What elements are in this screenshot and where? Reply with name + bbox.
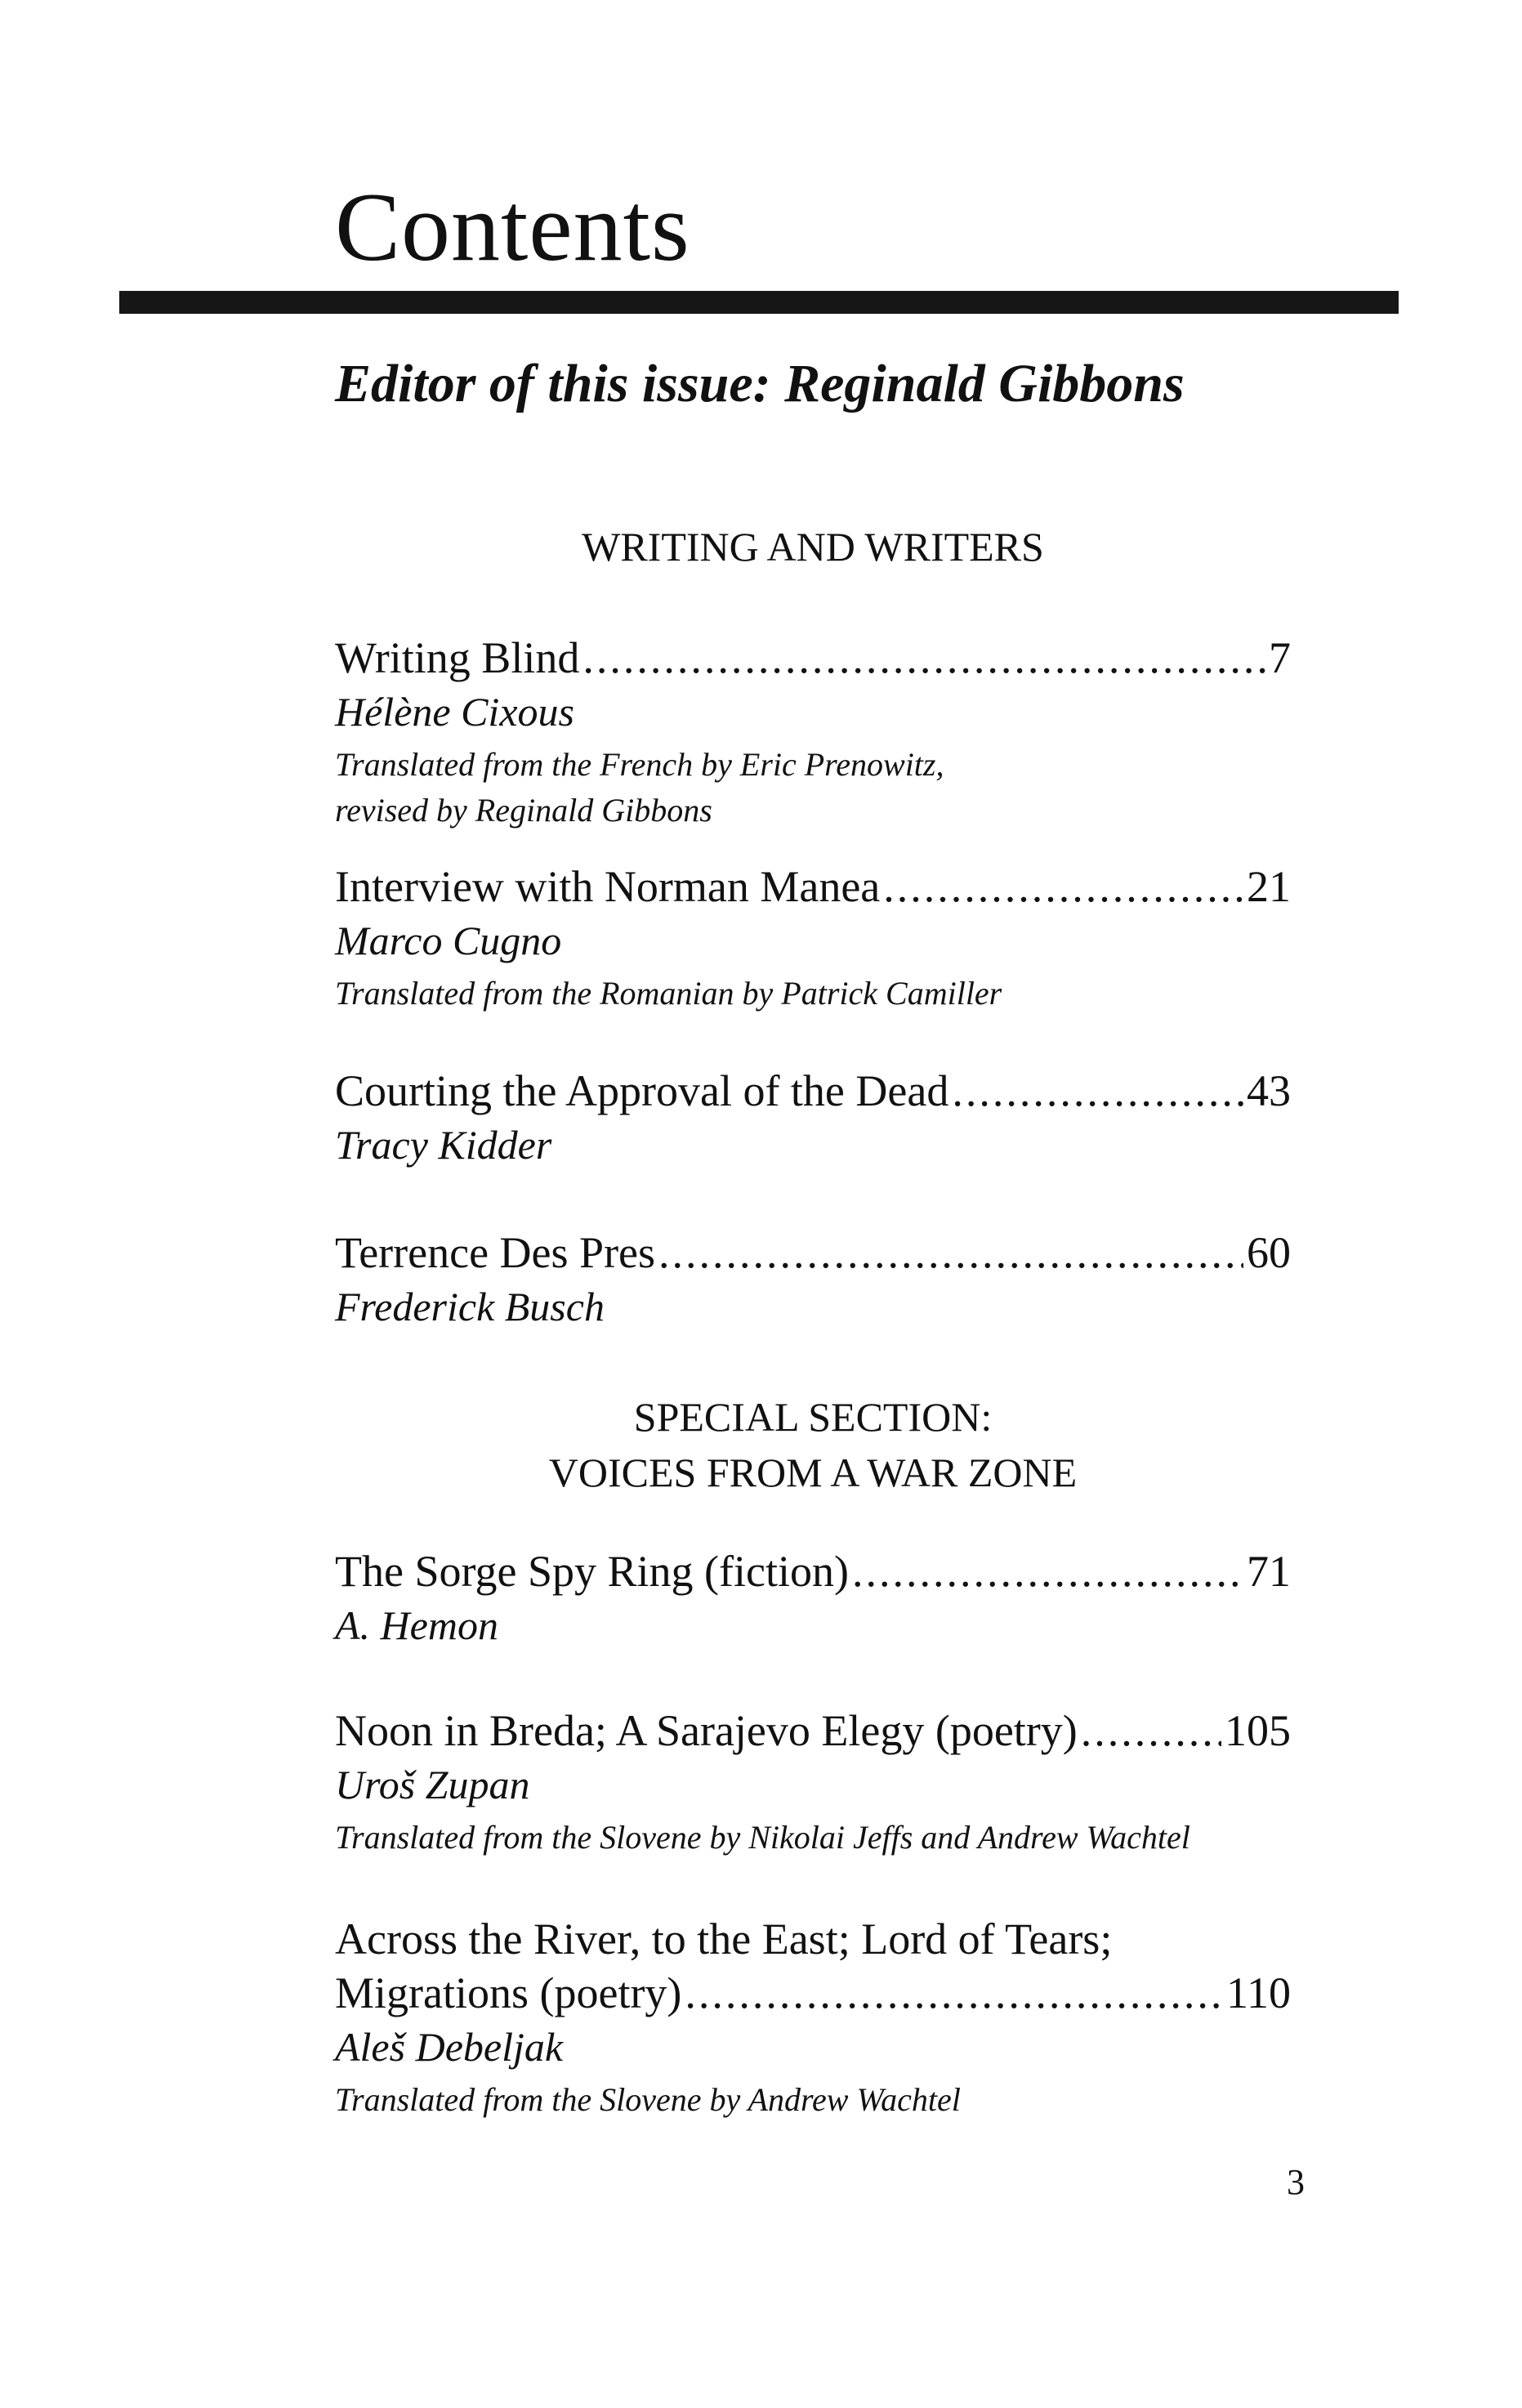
page-title: Contents (335, 172, 690, 281)
section-heading-line: WRITING AND WRITERS (582, 524, 1044, 570)
toc-entry (335, 1704, 1291, 1861)
entry-page-number: 43 (1247, 1066, 1291, 1115)
entry-author: A. Hemon (335, 1602, 498, 1648)
section-heading-line: SPECIAL SECTION: (633, 1394, 993, 1440)
dot-leader (685, 1966, 1223, 2020)
entry-author: Uroš Zupan (335, 1762, 530, 1807)
entry-page-number: 105 (1225, 1706, 1291, 1755)
toc-entry (335, 1064, 1291, 1172)
section-heading-line: VOICES FROM A WAR ZONE (548, 1450, 1078, 1495)
entry-title-line (335, 1544, 1291, 1598)
entry-page-number: 7 (1269, 633, 1291, 682)
entry-title-line (335, 1064, 1291, 1118)
page-number: 3 (1287, 2162, 1305, 2202)
entry-title-line (335, 631, 1291, 685)
dot-leader (952, 1064, 1243, 1118)
toc-entry (335, 1912, 1291, 2123)
entry-translator-note: Translated from the Slovene by Nikolai Jeffs and Andrew Wachtel (335, 1819, 1190, 1856)
entry-translator-note: revised by Reginald Gibbons (335, 792, 712, 829)
entry-title-line (335, 1226, 1291, 1280)
entry-title: Interview with Norman Manea (335, 862, 881, 911)
entry-author: Tracy Kidder (335, 1122, 552, 1168)
dot-leader (658, 1226, 1243, 1280)
entry-title-line (335, 1704, 1291, 1758)
dot-leader (1081, 1704, 1221, 1758)
toc-entry (335, 631, 1291, 833)
toc-entry (335, 860, 1291, 1016)
dot-leader (852, 1544, 1243, 1598)
entry-title: Migrations (poetry) (335, 1968, 682, 2017)
entry-author: Aleš Debeljak (335, 2024, 564, 2070)
entry-page-number: 110 (1226, 1968, 1291, 2017)
entry-title: Writing Blind (335, 633, 580, 682)
entry-translator-note: Translated from the Slovene by Andrew Wachtel (335, 2081, 961, 2118)
entry-title-line (335, 860, 1291, 914)
entry-title: Terrence Des Pres (335, 1228, 656, 1277)
toc-entry (335, 1226, 1291, 1334)
section-heading-writing (335, 519, 1291, 574)
entry-title: Noon in Breda; A Sarajevo Elegy (poetry) (335, 1706, 1078, 1755)
entry-translator-note: Translated from the French by Eric Prenowitz, (335, 746, 944, 783)
entry-page-number: 71 (1247, 1547, 1291, 1596)
entry-title-first-line: Across the River, to the East; Lord of Tears; (335, 1914, 1113, 1963)
title-rule (119, 291, 1399, 314)
toc-entry (335, 1544, 1291, 1652)
entry-title: The Sorge Spy Ring (fiction) (335, 1547, 849, 1596)
entry-title-line (335, 1966, 1291, 2020)
dot-leader (582, 631, 1265, 685)
dot-leader (883, 860, 1243, 914)
entry-page-number: 21 (1247, 862, 1291, 911)
entry-author: Hélène Cixous (335, 689, 574, 735)
entry-title: Courting the Approval of the Dead (335, 1066, 949, 1115)
entry-page-number: 60 (1247, 1228, 1291, 1277)
entry-translator-note: Translated from the Romanian by Patrick Camiller (335, 975, 1002, 1012)
entry-author: Frederick Busch (335, 1284, 605, 1329)
editor-line: Editor of this issue: Reginald Gibbons (335, 354, 1185, 413)
entry-author: Marco Cugno (335, 918, 562, 963)
section-heading-special (335, 1389, 1291, 1500)
